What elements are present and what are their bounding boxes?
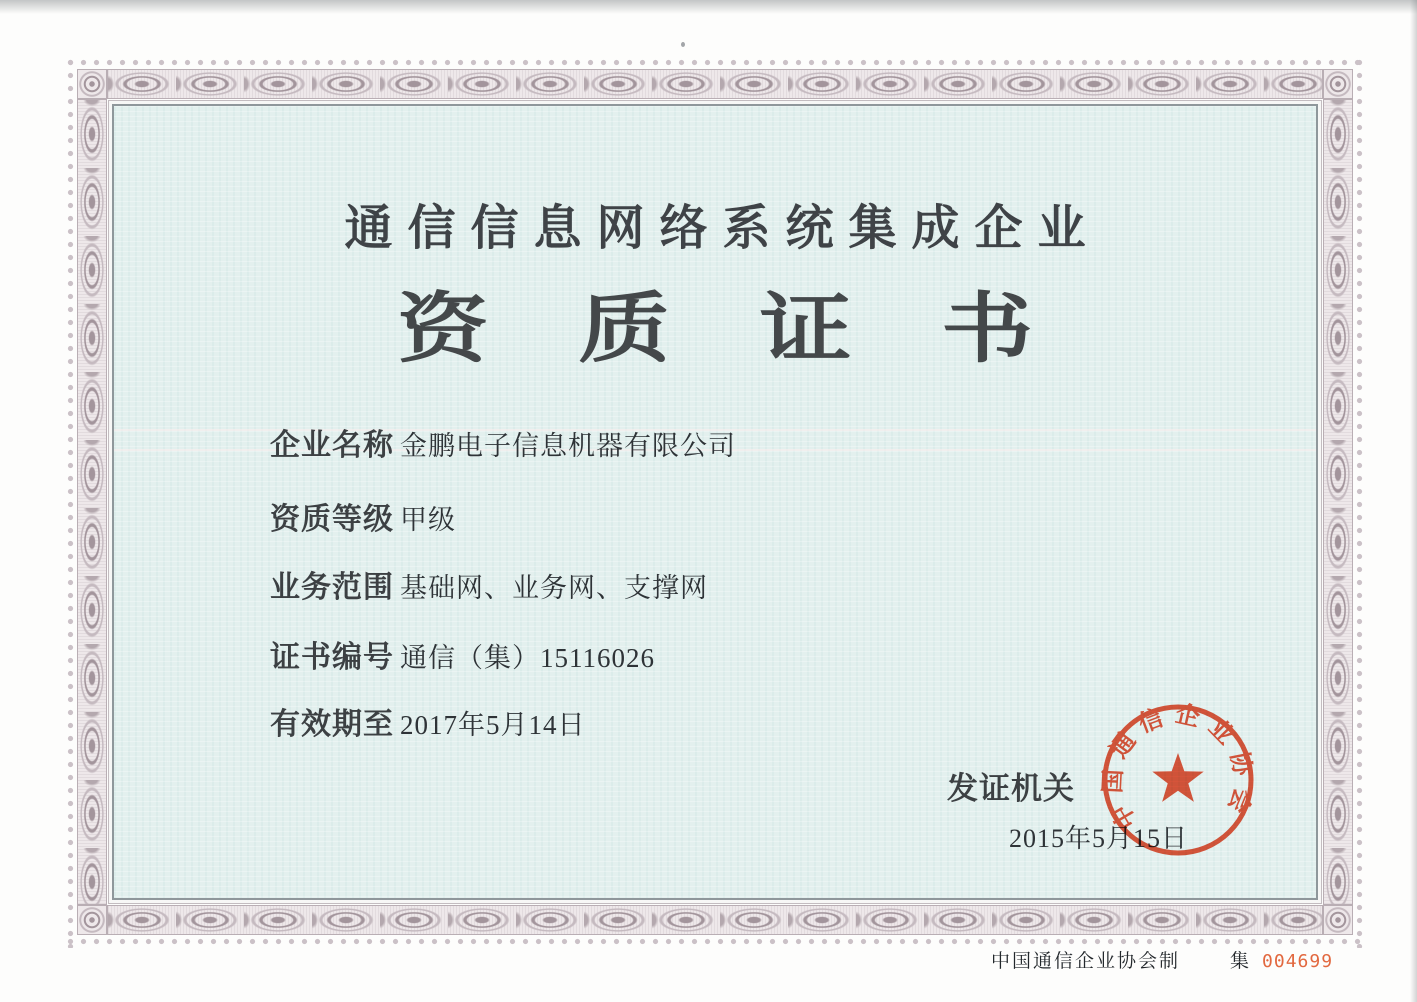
field-label: 证书编号 (270, 641, 394, 674)
guilloche-band-bottom (107, 905, 1323, 935)
field-value: 通信（集）15116026 (400, 643, 655, 673)
lace-edge-left (64, 56, 77, 948)
field-label: 资质等级 (270, 503, 394, 536)
series-label: 集 (1230, 951, 1250, 972)
field-row-qualification-level (270, 494, 456, 538)
serial-number: 004699 (1262, 951, 1334, 972)
field-row-business-scope (270, 562, 708, 606)
scan-speck (681, 42, 685, 47)
field-label: 企业名称 (270, 429, 394, 462)
guilloche-band-top (107, 69, 1323, 99)
field-value: 甲级 (400, 505, 456, 535)
scanner-edge-shadow-right (1410, 0, 1417, 1002)
field-row-valid-until (270, 699, 586, 743)
official-seal (1093, 695, 1263, 865)
field-row-company-name (270, 420, 736, 464)
seal-star-icon (1152, 753, 1203, 802)
footer-imprint (991, 946, 1333, 973)
border-corner-rosette (77, 69, 107, 99)
border-corner-rosette (1323, 905, 1353, 935)
lace-edge-right (1353, 56, 1366, 948)
guilloche-band-left (77, 99, 107, 905)
issuing-authority-label: 发证机关 (947, 771, 1075, 806)
border-corner-rosette (1323, 69, 1353, 99)
guilloche-band-right (1323, 99, 1353, 905)
printed-by-text: 中国通信企业协会制 (991, 951, 1181, 972)
field-value: 金鹏电子信息机器有限公司 (400, 431, 736, 461)
field-label: 业务范围 (270, 571, 394, 604)
field-row-certificate-number (270, 632, 655, 676)
lace-edge-top (64, 56, 1366, 69)
issue-date: 2015年5月15日 (1009, 824, 1189, 853)
field-value: 2017年5月14日 (400, 710, 586, 740)
border-corner-rosette (77, 905, 107, 935)
certificate-main-title: 资质证书 (396, 287, 1123, 372)
decorative-border-frame (64, 56, 1366, 948)
field-label: 有效期至 (270, 708, 394, 741)
certificate-main-title-wrap (114, 289, 1316, 371)
certificate-category-title: 通信信息网络系统集成企业 (344, 202, 1101, 255)
certificate-body-panel (112, 104, 1318, 900)
field-value: 基础网、业务网、支撑网 (400, 573, 708, 603)
scanner-edge-shadow-top (0, 0, 1417, 14)
seal-ring-text: 中国通信企业协会 (1099, 700, 1258, 834)
